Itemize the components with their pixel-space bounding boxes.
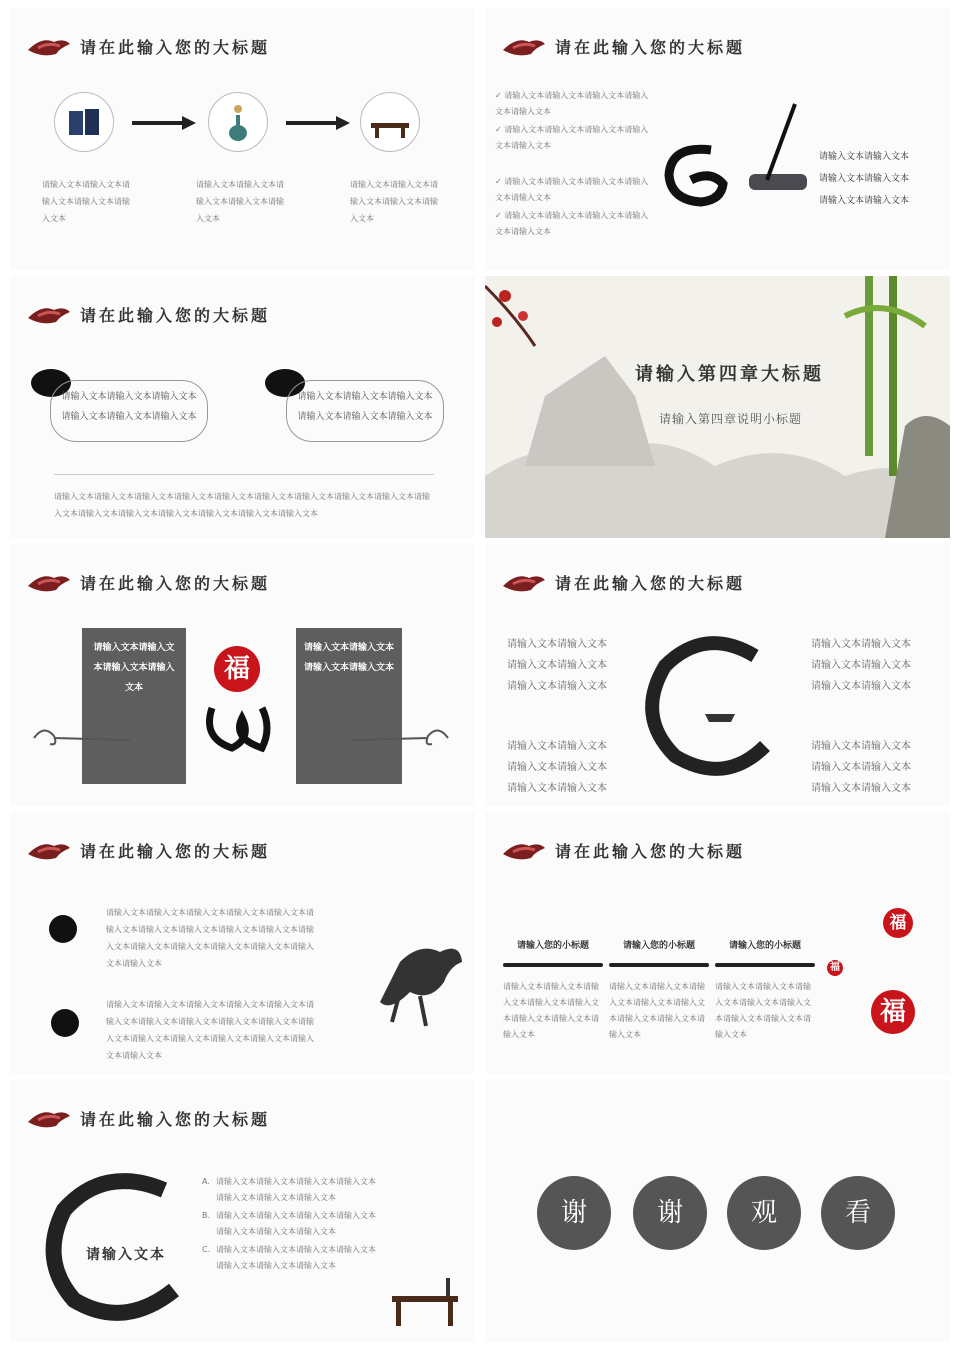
fu-seal: 福 [883, 908, 913, 938]
bird-icon [24, 832, 72, 868]
column-text: 请输入文本请输入文本请输入文本请输入文本请输入文本请输入文本请输入文本请输入文本 [609, 982, 705, 1039]
slide-title: 请在此输入您的大标题 [80, 841, 271, 861]
slide-title: 请在此输入您的大标题 [555, 37, 746, 57]
column-subtitle: 请输入您的小标题 [728, 941, 801, 951]
text-line: 请输入文本请输入文本 [819, 152, 910, 162]
text-line: 请输入文本请输入文本 [819, 174, 910, 184]
slide-title: 请在此输入您的大标题 [555, 573, 746, 593]
ink-dot-icon [46, 912, 80, 946]
slide-title: 请在此输入您的大标题 [80, 573, 271, 593]
bird-icon [24, 28, 72, 64]
ink-stroke [715, 963, 815, 967]
paragraph: 请输入文本请输入文本请输入文本请输入文本请输入文本请输入文本请输入文本请输入文本请输入文本请输入文本请输入文本请输入文本请输入文本请输入文本请输入文本请输入文本请输入文本 [106, 1000, 314, 1060]
vase-icon [208, 92, 268, 152]
cloud-icon [30, 720, 140, 754]
arrow-icon [132, 116, 198, 130]
step-text: 请输入文本请输入文本请输入文本请输入文本请输入文本 [350, 180, 438, 223]
inkstone-brush-icon [743, 100, 813, 210]
column-text: 请输入文本请输入文本请输入文本请输入文本请输入文本请输入文本请输入文本请输入文本 [503, 982, 599, 1039]
slide-7 [10, 812, 475, 1074]
slide-4-chapter [485, 276, 950, 538]
slide-title: 请在此输入您的大标题 [80, 37, 271, 57]
slide-title: 请在此输入您的大标题 [555, 841, 746, 861]
slide-1 [10, 8, 475, 270]
bullet-list [495, 88, 655, 240]
bird-icon [499, 564, 547, 600]
slide-header [24, 830, 270, 870]
slide-header [499, 562, 745, 602]
text-line: 请输入文本请输入文本 [811, 783, 911, 794]
slide-header [499, 26, 745, 66]
abc-list [202, 1174, 378, 1274]
text-block-right-bottom [811, 736, 911, 799]
text-block-left-top [507, 634, 607, 697]
chapter-subtitle: 请输入第四章说明小标题 [659, 412, 803, 426]
column [503, 938, 603, 1043]
landscape-painting [485, 276, 950, 538]
bird-icon [24, 564, 72, 600]
bird-icon [499, 28, 547, 64]
text-pill: 请输入文本请输入文本请输入文本请输入文本请输入文本请输入文本 [286, 380, 444, 442]
ink-swirl-icon [661, 140, 731, 210]
bird-icon [24, 1100, 72, 1136]
slide-header [24, 1098, 270, 1138]
slide-6 [485, 544, 950, 806]
arrow-icon [286, 116, 352, 130]
cloud-icon [342, 720, 452, 754]
text-line: 请输入文本请输入文本 [507, 681, 607, 692]
slide-title: 请在此输入您的大标题 [80, 305, 271, 325]
text-block-right-top [811, 634, 911, 697]
paragraph: 请输入文本请输入文本请输入文本请输入文本请输入文本请输入文本请输入文本请输入文本请输入文本请输入文本请输入文本请输入文本请输入文本请输入文本请输入文本请输入文本请输入文本 [106, 908, 314, 968]
column [715, 938, 815, 1043]
slide-9 [10, 1080, 475, 1342]
text-pill: 请输入文本请输入文本请输入文本请输入文本请输入文本请输入文本 [50, 380, 208, 442]
text-box-left: 请输入文本请输入文本请输入文本请输入文本 [82, 628, 186, 784]
bird-icon [24, 296, 72, 332]
circle-text: 请输入文本 [86, 1247, 166, 1263]
list-item: ✓ 请输入文本请输入文本请输入文本请输入文本请输入文本 [495, 211, 649, 236]
list-item: ✓ 请输入文本请输入文本请输入文本请输入文本请输入文本 [495, 91, 649, 116]
slide-8 [485, 812, 950, 1074]
text-line: 请输入文本请输入文本 [507, 783, 607, 794]
thanks-char: 谢 [633, 1176, 707, 1250]
list-item: B. 请输入文本请输入文本请输入文本请输入文本请输入文本请输入文本请输入文本 [202, 1211, 376, 1236]
fu-seal: 福 [214, 646, 260, 692]
horse-painting [370, 922, 470, 1032]
thanks-char: 谢 [537, 1176, 611, 1250]
list-item: ✓ 请输入文本请输入文本请输入文本请输入文本请输入文本 [495, 177, 649, 202]
fu-seal: 福 [827, 960, 843, 976]
slide-header [24, 562, 270, 602]
list-item: ✓ 请输入文本请输入文本请输入文本请输入文本请输入文本 [495, 125, 649, 150]
divider [54, 474, 434, 475]
step-text: 请输入文本请输入文本请输入文本请输入文本请输入文本 [196, 180, 284, 223]
desk-icon [360, 92, 420, 152]
text-line: 请输入文本请输入文本 [507, 762, 607, 773]
text-block-left-bottom [507, 736, 607, 799]
list-item: A. 请输入文本请输入文本请输入文本请输入文本请输入文本请输入文本请输入文本 [202, 1177, 376, 1202]
fu-seal: 福 [871, 990, 915, 1034]
text-line: 请输入文本请输入文本 [811, 741, 911, 752]
text-line: 请输入文本请输入文本 [811, 762, 911, 773]
ink-circle-icon [635, 636, 785, 776]
slide-title: 请在此输入您的大标题 [80, 1109, 271, 1129]
text-line: 请输入文本请输入文本 [507, 639, 607, 650]
chapter-title: 请输入第四章大标题 [635, 364, 824, 385]
column-subtitle: 请输入您的小标题 [516, 941, 589, 951]
bottom-text: 请输入文本请输入文本请输入文本请输入文本请输入文本请输入文本请输入文本请输入文本请输入文本请输入文本请输入文本请输入文本请输入文本请输入文本请输入文本请输入文本 [54, 492, 430, 518]
slide-header [24, 26, 270, 66]
slide-3 [10, 276, 475, 538]
list-item: C. 请输入文本请输入文本请输入文本请输入文本请输入文本请输入文本请输入文本 [202, 1245, 376, 1270]
ink-knot-icon [202, 698, 272, 758]
text-line: 请输入文本请输入文本 [811, 660, 911, 671]
desk-icon [386, 1276, 466, 1334]
ink-stroke [503, 963, 603, 967]
column-text: 请输入文本请输入文本请输入文本请输入文本请输入文本请输入文本请输入文本请输入文本 [715, 982, 811, 1039]
ink-dot-icon [48, 1006, 82, 1040]
text-line: 请输入文本请输入文本 [819, 196, 910, 206]
books-icon [54, 92, 114, 152]
text-line: 请输入文本请输入文本 [811, 639, 911, 650]
text-line: 请输入文本请输入文本 [507, 741, 607, 752]
column [609, 938, 709, 1043]
text-line: 请输入文本请输入文本 [507, 660, 607, 671]
right-text-block [819, 146, 909, 212]
slide-10-thanks [485, 1080, 950, 1342]
ink-stroke [609, 963, 709, 967]
text-line: 请输入文本请输入文本 [811, 681, 911, 692]
text-box-right: 请输入文本请输入文本请输入文本请输入文本 [296, 628, 402, 784]
slide-5 [10, 544, 475, 806]
thanks-char: 看 [821, 1176, 895, 1250]
step-text: 请输入文本请输入文本请输入文本请输入文本请输入文本 [42, 180, 130, 223]
column-subtitle: 请输入您的小标题 [622, 941, 695, 951]
slide-header [24, 294, 270, 334]
thanks-char: 观 [727, 1176, 801, 1250]
slide-header [499, 830, 745, 870]
slide-2 [485, 8, 950, 270]
bird-icon [499, 832, 547, 868]
